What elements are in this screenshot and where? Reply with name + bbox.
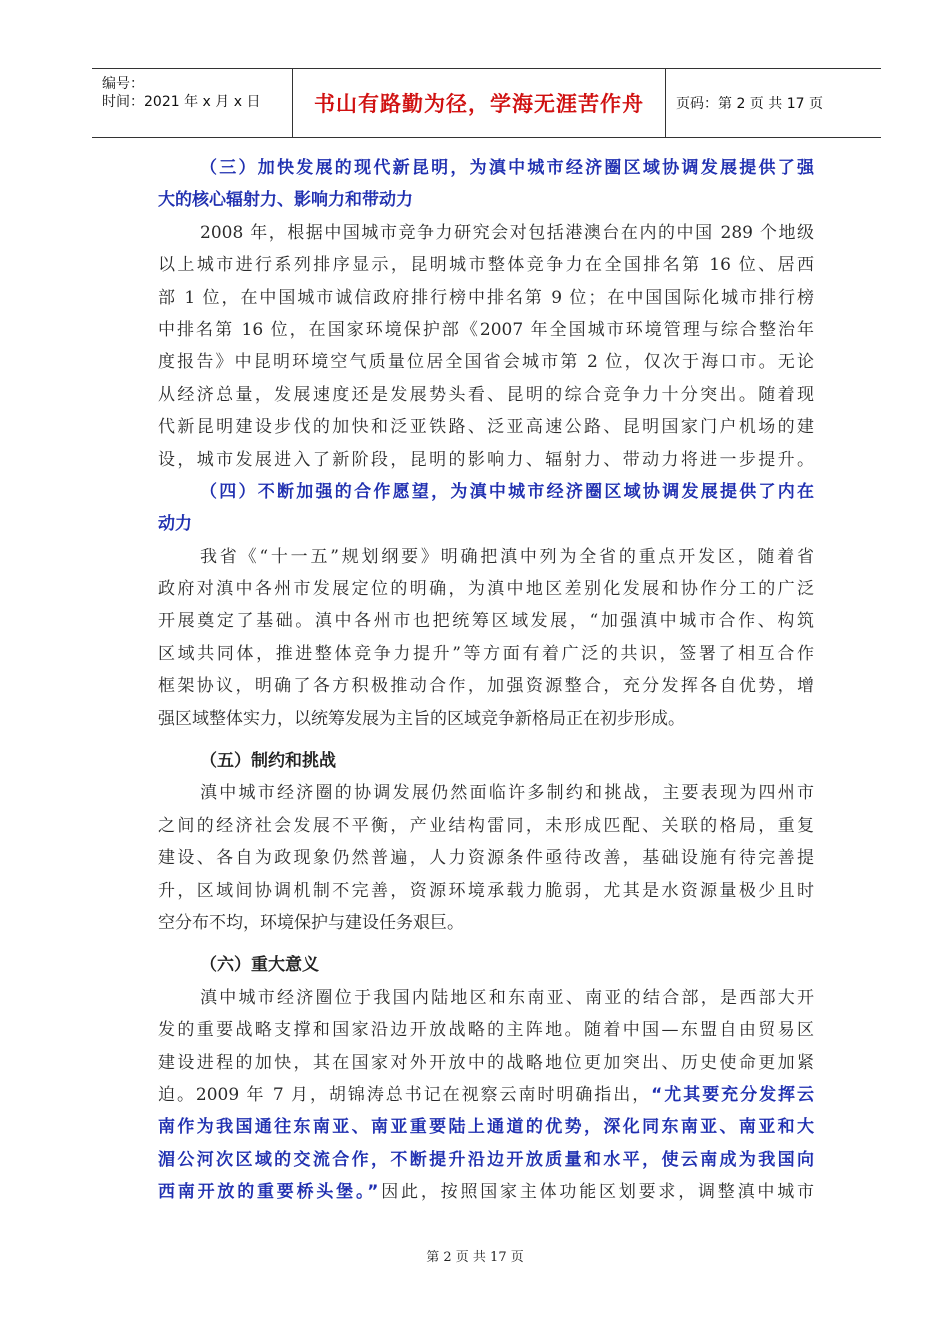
line-text: 动力 — [158, 514, 192, 535]
body-text-line — [158, 703, 814, 735]
body-text-line — [158, 605, 814, 637]
body-text-line — [158, 1047, 814, 1079]
line-text: （五）制约和挑战 — [200, 751, 336, 772]
body-text-line — [158, 1111, 814, 1143]
line-text: 2008 年，根据中国城市竞争力研究会对包括港澳台在内的中国 289 个地级 — [200, 222, 814, 243]
line-text: 区域共同体，推进整体竞争力提升”等方面有着广泛的共识，签署了相互合作 — [158, 643, 814, 664]
line-text: （三）加快发展的现代新昆明，为滇中城市经济圈区域协调发展提供了强 — [200, 158, 814, 178]
body-text-line — [158, 217, 814, 249]
line-text: 代新昆明建设步伐的加快和泛亚铁路、泛亚高速公路、昆明国家门户机场的建 — [158, 417, 814, 438]
line-text: 我省《“十一五”规划纲要》明确把滇中列为全省的重点开发区，随着省 — [200, 546, 814, 567]
line-text: 框架协议，明确了各方积极推动合作，加强资源整合，充分发挥各自优势，增 — [158, 676, 814, 697]
body-text-line — [158, 573, 814, 605]
quote-text: 湄公河次区域的交流合作，不断提升沿边开放质量和水平，使云南成为我国向 — [158, 1149, 814, 1170]
body-text-line — [158, 810, 814, 842]
motto-text: 书山有路勤为径，学海无涯苦作舟 — [314, 92, 644, 116]
line-text: 升，区域间协调机制不完善，资源环境承载力脆弱，尤其是水资源量极少且时 — [158, 880, 814, 901]
body-text-line — [158, 444, 814, 476]
line-text: 强区域整体实力，以统筹发展为主旨的区域竞争新格局正在初步形成。 — [158, 708, 685, 729]
body-text-line — [158, 282, 814, 314]
section-heading-line — [158, 508, 814, 540]
section-heading-line — [158, 476, 814, 508]
body-text-line — [158, 411, 814, 443]
body-text-line — [158, 379, 814, 411]
header-meta — [92, 69, 293, 137]
line-text: 因此，按照国家主体功能区划要求，调整滇中城市 — [378, 1182, 814, 1203]
number-label: 编号： — [102, 76, 144, 92]
section-heading-line — [158, 184, 814, 216]
body-text-line — [158, 1176, 814, 1208]
line-text: 度报告》中昆明环境空气质量位居全国省会城市第 2 位，仅次于海口市。无论 — [158, 352, 814, 373]
line-text: 从经济总量，发展速度还是发展势头看、昆明的综合竞争力十分突出。随着现 — [158, 384, 814, 405]
line-text: 建设、各自为政现象仍然普遍，人力资源条件亟待改善，基础设施有待完善提 — [158, 848, 814, 869]
line-text: 中排名第 16 位，在国家环境保护部《2007 年全国城市环境管理与综合整治年 — [158, 319, 814, 340]
line-text: 政府对滇中各州市发展定位的明确，为滇中地区差别化发展和协作分工的广泛 — [158, 579, 814, 600]
section-heading-line — [158, 949, 814, 981]
line-text: （六）重大意义 — [200, 955, 319, 976]
paragraph-gap — [158, 735, 814, 745]
body-text-line — [158, 638, 814, 670]
header-motto — [293, 69, 666, 137]
line-text: 大的核心辐射力、影响力和带动力 — [158, 190, 413, 211]
body-text-line — [158, 842, 814, 874]
quote-text: 西南开放的重要桥头堡。” — [158, 1182, 379, 1203]
paragraph-gap — [158, 939, 814, 949]
body-text-line — [158, 982, 814, 1014]
body-text-line — [158, 1014, 814, 1046]
line-text: 设，城市发展进入了新阶段，昆明的影响力、辐射力、带动力将进一步提升。 — [158, 449, 814, 470]
page-header — [92, 68, 881, 138]
line-text: 开展奠定了基础。滇中各州市也把统筹区域发展，“加强滇中城市合作、构筑 — [158, 611, 814, 632]
line-text: 部 1 位，在中国城市诚信政府排行榜中排名第 9 位；在中国国际化城市排行榜 — [158, 287, 814, 308]
document-body — [158, 152, 814, 1209]
body-text-line — [158, 907, 814, 939]
quote-text: 南作为我国通往东南亚、南亚重要陆上通道的优势，深化同东南亚、南亚和大 — [158, 1117, 814, 1138]
body-text-line — [158, 1144, 814, 1176]
section-heading-line — [158, 745, 814, 777]
line-text: 滇中城市经济圈的协调发展仍然面临许多制约和挑战，主要表现为四州市 — [200, 783, 814, 804]
body-text-line — [158, 1079, 814, 1111]
line-text: 发的重要战略支撑和国家沿边开放战略的主阵地。随着中国—东盟自由贸易区 — [158, 1020, 814, 1041]
body-text-line — [158, 314, 814, 346]
line-text: 空分布不均，环境保护与建设任务艰巨。 — [158, 912, 464, 933]
section-heading-line — [158, 152, 814, 184]
body-text-line — [158, 541, 814, 573]
body-text-line — [158, 670, 814, 702]
header-page-info: 页码：第 2 页 共 17 页 — [676, 96, 823, 112]
line-text: 滇中城市经济圈位于我国内陆地区和东南亚、南亚的结合部，是西部大开 — [200, 987, 814, 1008]
line-text: （四）不断加强的合作愿望，为滇中城市经济圈区域协调发展提供了内在 — [200, 481, 814, 502]
body-text-line — [158, 249, 814, 281]
body-text-line — [158, 346, 814, 378]
line-text: 建设进程的加快，其在国家对外开放中的战略地位更加突出、历史使命更加紧 — [158, 1052, 814, 1073]
time-label: 时间：2021 年 x 月 x 日 — [102, 94, 261, 110]
quote-text: “尤其要充分发挥云 — [651, 1084, 814, 1105]
page-footer: 第 2 页 共 17 页 — [426, 1250, 524, 1265]
body-text-line — [158, 777, 814, 809]
line-text: 以上城市进行系列排序显示，昆明城市整体竞争力在全国排名第 16 位、居西 — [158, 255, 814, 276]
line-text: 之间的经济社会发展不平衡，产业结构雷同，未形成匹配、关联的格局，重复 — [158, 815, 814, 836]
body-text-line — [158, 875, 814, 907]
line-text: 迫。2009 年 7 月，胡锦涛总书记在视察云南时明确指出， — [158, 1084, 652, 1105]
